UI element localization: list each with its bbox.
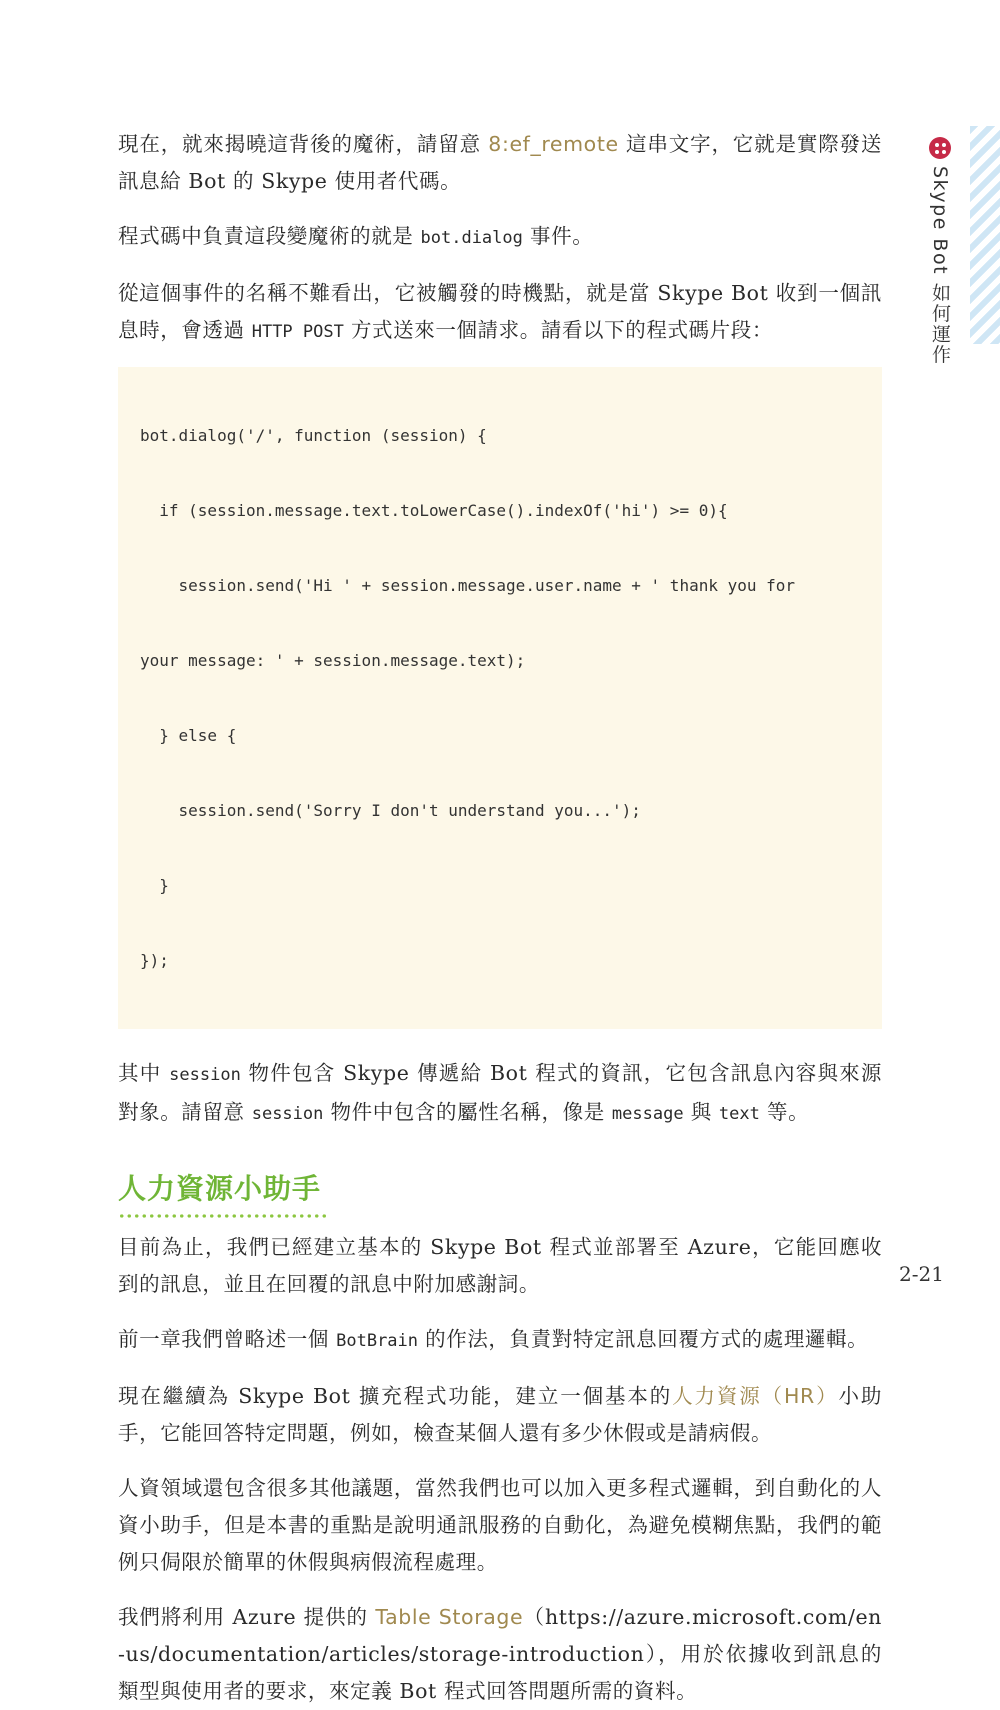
- paragraph-4: 其中 session 物件包含 Skype 傳遞給 Bot 程式的資訊，它包含訊息內容與來源對象。請留意 session 物件中包含的屬性名稱，像是 message 與 text 等。: [118, 1061, 882, 1124]
- paragraph-9: 我們將利用 Azure 提供的 Table Storage（https://azure.microsoft.com/en-us/documentation/articles/storage-introduction），用於依據收到訊息的類型與使用者的要求，來定義 Bot 程式回答問題所需的資料。: [118, 1605, 882, 1703]
- page-content: [118, 126, 882, 1710]
- inline-code: text: [718, 1104, 760, 1124]
- inline-code: session: [251, 1104, 324, 1124]
- code-line: session.send('Hi ' + session.message.user.name + ' thank you for: [140, 576, 796, 595]
- section-heading: 人力資源小助手: [118, 1172, 322, 1205]
- paragraph-2: 程式碼中負責這段變魔術的就是 bot.dialog 事件。: [118, 224, 594, 248]
- code-line: session.send('Sorry I don't understand you...');: [140, 801, 641, 820]
- inline-code: session: [169, 1065, 241, 1085]
- heading-dotted-underline: [118, 1213, 328, 1219]
- paragraph-6: 前一章我們曾略述一個 BotBrain 的作法，負責對特定訊息回覆方式的處理邏輯。: [118, 1327, 869, 1351]
- inline-code: bot.dialog: [420, 228, 523, 248]
- page-number: 2-21: [899, 1262, 944, 1286]
- inline-code: HTTP POST: [251, 322, 344, 342]
- paragraph-5: 目前為止，我們已經建立基本的 Skype Bot 程式並部署至 Azure，它能回應收到的訊息，並且在回覆的訊息中附加感謝詞。: [118, 1235, 882, 1296]
- bot-chapter-icon: [929, 137, 951, 159]
- code-line: if (session.message.text.toLowerCase().indexOf('hi') >= 0){: [140, 501, 728, 520]
- paragraph-1: 現在，就來揭曉這背後的魔術，請留意 8:ef_remote 這串文字，它就是實際發送訊息給 Bot 的 Skype 使用者代碼。: [118, 132, 882, 193]
- inline-code: BotBrain: [336, 1331, 419, 1351]
- paragraph-7: 現在繼續為 Skype Bot 擴充程式功能，建立一個基本的人力資源（HR）小助手，它能回答特定問題，例如，檢查某個人還有多少休假或是請病假。: [118, 1384, 882, 1445]
- code-line: bot.dialog('/', function (session) {: [140, 426, 487, 445]
- code-line: } else {: [140, 726, 237, 745]
- code-block: [118, 367, 882, 1029]
- paragraph-8: 人資領域還包含很多其他議題，當然我們也可以加入更多程式邏輯，到自動化的人資小助手，但是本書的重點是說明通訊服務的自動化，為避免模糊焦點，我們的範例只侷限於簡單的休假與病假流程處理。: [118, 1476, 882, 1574]
- remote-id-highlight: 8:ef_remote: [488, 132, 619, 156]
- chapter-side-title: Skype Bot 如何運作: [929, 166, 951, 365]
- code-line: }: [140, 876, 169, 895]
- side-tab-stripes: [970, 126, 1000, 344]
- hr-highlight: 人力資源（HR）: [672, 1384, 839, 1408]
- paragraph-3: 從這個事件的名稱不難看出，它被觸發的時機點，就是當 Skype Bot 收到一個訊息時，會透過 HTTP POST 方式送來一個請求。請看以下的程式碼片段：: [118, 281, 882, 342]
- code-line: your message: ' + session.message.text);: [140, 651, 526, 670]
- inline-code: message: [611, 1104, 684, 1124]
- code-line: });: [140, 951, 169, 970]
- table-storage-highlight: Table Storage: [375, 1605, 524, 1629]
